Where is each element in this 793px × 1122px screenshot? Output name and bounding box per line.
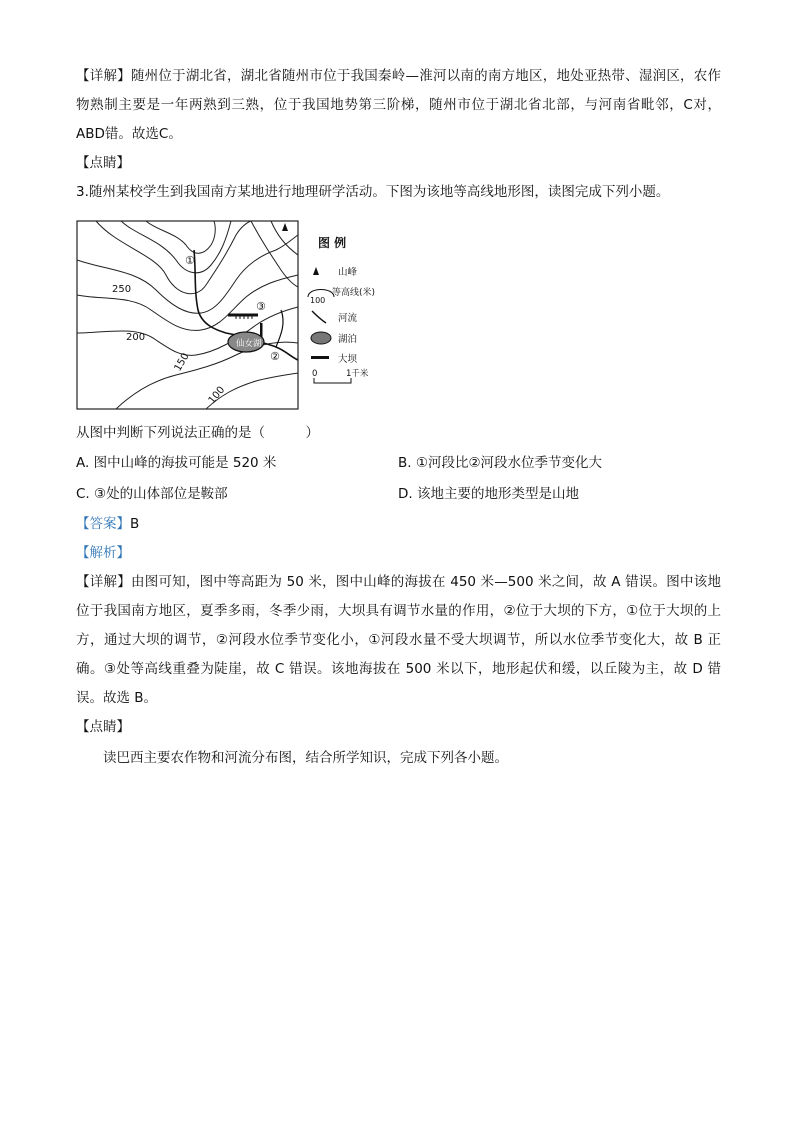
scale-unit: 1千米 xyxy=(346,369,369,379)
option-b: B. ①河段比②河段水位季节变化大 xyxy=(398,455,603,471)
marker-3: ③ xyxy=(256,300,266,313)
contour-map-figure xyxy=(76,215,396,415)
legend-lake-icon xyxy=(311,332,331,344)
legend-dam-icon xyxy=(311,356,329,359)
q3-question: 从图中判断下列说法正确的是（ ） xyxy=(76,425,319,441)
contour-map xyxy=(76,215,396,415)
q2-detail xyxy=(76,62,721,149)
legend-river-icon xyxy=(312,311,326,323)
next-question-intro: 读巴西主要农作物和河流分布图，结合所学知识，完成下列各小题。 xyxy=(103,750,508,766)
document-page xyxy=(76,62,721,773)
q3-answer xyxy=(76,510,721,539)
detail-text: 由图可知，图中等高距为 50 米，图中山峰的海拔在 450 米—500 米之间，故 A 错误。图中该地位于我国南方地区，夏季多雨，冬季少雨，大坝具有调节水量的作用，②位于大坝的下方，①位于大坝的上方，通过大坝的调节，②河段水位季节变化小，①河段水量不受大坝调节，所以水位季节变化大，故 B 正确。③处等高线重叠为陡崖，故 C 错误。该地海拔在 500 米以下，地形起伏和缓，以丘陵为主，故 D 错误。故选 B。 xyxy=(76,574,722,706)
option-a: A. 图中山峰的海拔可能是 520 米 xyxy=(76,455,277,471)
q3-stem: 3.随州某校学生到我国南方某地进行地理研学活动。下图为该地等高线地形图，读图完成下列小题。 xyxy=(76,184,670,200)
legend-item-river: 河流 xyxy=(338,313,358,324)
detail-text: 随州位于湖北省，湖北省随州市位于我国秦岭—淮河以南的南方地区，地处亚热带、湿润区，农作物熟制主要是一年两熟到三熟，位于我国地势第三阶梯，随州市位于湖北省北部，与河南省毗邻，C对，ABD错。故选C。 xyxy=(76,68,722,142)
detail-tag: 【详解】 xyxy=(76,68,131,84)
legend-item-peak: 山峰 xyxy=(338,267,358,278)
contour-label-100a: 100 xyxy=(206,384,228,407)
contour-label-150: 150 xyxy=(172,351,192,374)
q2-comment-tag: 【点睛】 xyxy=(76,155,130,171)
marker-2: ② xyxy=(270,350,280,363)
option-d: D. 该地主要的地形类型是山地 xyxy=(398,486,579,502)
scale-zero: 0 xyxy=(312,369,318,379)
legend-title: 图 例 xyxy=(318,236,347,250)
marker-1: ① xyxy=(185,254,195,267)
legend xyxy=(308,235,375,383)
legend-item-contour: 等高线(米) xyxy=(332,288,376,298)
answer-value: B xyxy=(130,516,140,532)
answer-tag: 【答案】 xyxy=(76,516,130,532)
legend-item-lake: 湖泊 xyxy=(338,334,358,345)
q3-analysis-tag: 【解析】 xyxy=(76,545,130,561)
contour-label-200: 200 xyxy=(126,332,146,343)
q3-detail xyxy=(76,568,721,713)
q3-comment-tag: 【点睛】 xyxy=(76,719,130,735)
map-frame xyxy=(77,221,298,409)
legend-item-dam: 大坝 xyxy=(338,354,358,365)
legend-contour-sample: 100 xyxy=(310,296,326,305)
legend-peak-icon xyxy=(313,267,319,275)
contour-label-250: 250 xyxy=(112,284,132,295)
option-c: C. ③处的山体部位是鞍部 xyxy=(76,486,228,502)
detail-tag: 【详解】 xyxy=(76,574,131,590)
q3-options xyxy=(76,448,721,510)
lake-label: 仙女湖 xyxy=(236,339,262,349)
